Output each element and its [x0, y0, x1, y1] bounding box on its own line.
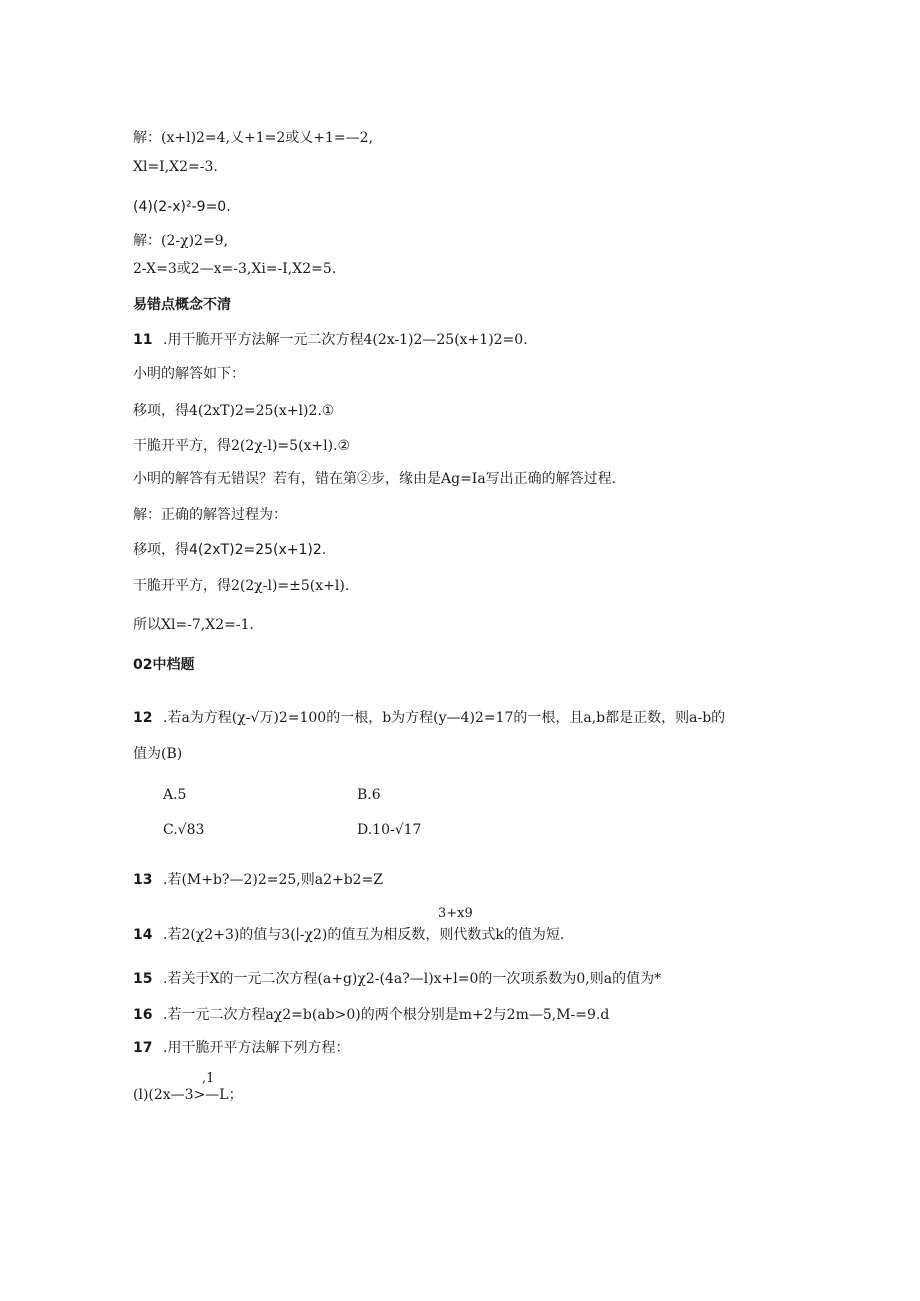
- question-text: .若一元二次方程aχ2=b(ab>0)的两个根分别是m+2与2m—5,M-=9.d: [163, 1007, 610, 1023]
- correct-roots: 所以Xl=-7,X2=-1.: [133, 617, 254, 633]
- question-number: 16: [133, 1007, 153, 1023]
- question-11: [133, 331, 528, 349]
- question-14-superscript: 3+x9: [438, 906, 473, 921]
- xiaoming-step-2: 干脆开平方，得2(2χ-l)=5(x+l).②: [133, 438, 351, 454]
- solution-roots-line: Xl=I,X2=-3.: [133, 159, 218, 175]
- question-17: [133, 1039, 349, 1057]
- question-15: [133, 970, 661, 988]
- question-14: [133, 926, 564, 944]
- question-number: 13: [133, 872, 153, 888]
- question-text: .用干脆开平方法解一元二次方程4(2x-1)2—25(x+1)2=0.: [163, 332, 528, 348]
- question-12: [133, 709, 725, 727]
- question-text: .若关于X的一元二次方程(a+g)χ2-(4a?—l)x+l=0的一次项系数为0,则a的值为*: [163, 971, 662, 987]
- question-text: .若(M+b?—2)2=25,则a2+b2=Z: [163, 872, 384, 888]
- question-text: .若2(χ2+3)的值与3(∣-χ2)的值互为相反数，则代数式k的值为短.: [163, 927, 565, 943]
- error-analysis: 小明的解答有无错误？若有，错在第②步，缘由是Ag=Ia写出正确的解答过程.: [133, 471, 617, 487]
- question-13: [133, 871, 383, 889]
- question-number: 15: [133, 971, 153, 987]
- question-16: [133, 1006, 609, 1024]
- correct-solution-intro: 解：正确的解答过程为：: [133, 507, 287, 523]
- correct-step-1: 移项，得4(2xT)2=25(x+1)2.: [133, 542, 327, 558]
- question-number: 11: [133, 332, 153, 348]
- solution-line-2: 解：(2-χ)2=9,: [133, 233, 229, 249]
- xiaoming-step-1: 移项，得4(2xT)2=25(x+l)2.①: [133, 403, 335, 419]
- question-text: .若a为方程(χ-√万)2=100的一根，b为方程(y—4)2=17的一根，且a,b都是正数，则a-b的: [163, 710, 726, 726]
- solution-line-1: 解：(x+l)2=4,乂+1=2或乂+1=—2,: [133, 130, 374, 146]
- question-number: 17: [133, 1040, 153, 1056]
- question-17-part-1: (l)(2x—3>—L；: [133, 1087, 243, 1103]
- question-number: 14: [133, 927, 153, 943]
- question-12-answer: 值为(B): [133, 746, 183, 762]
- solution-line-3: 2-X=3或2—x=-3,Xi=-I,X2=5.: [133, 261, 337, 277]
- option-c: C.√83: [163, 822, 205, 838]
- xiaoming-answer-intro: 小明的解答如下：: [133, 366, 245, 382]
- question-text: .用干脆开平方法解下列方程：: [163, 1040, 350, 1056]
- option-a: A.5: [163, 787, 187, 803]
- question-number: 12: [133, 710, 153, 726]
- question-17-superscript: ,1: [202, 1071, 215, 1086]
- option-b: B.6: [357, 787, 381, 803]
- section-heading-medium: 02中档题: [133, 657, 195, 673]
- option-d: D.10-√17: [357, 822, 422, 838]
- problem-4-equation: (4)(2-x)²-9=0.: [133, 199, 231, 215]
- correct-step-2: 干脆开平方，得2(2χ-l)=±5(x+l).: [133, 578, 350, 594]
- section-heading-common-mistakes: 易错点概念不清: [133, 297, 231, 313]
